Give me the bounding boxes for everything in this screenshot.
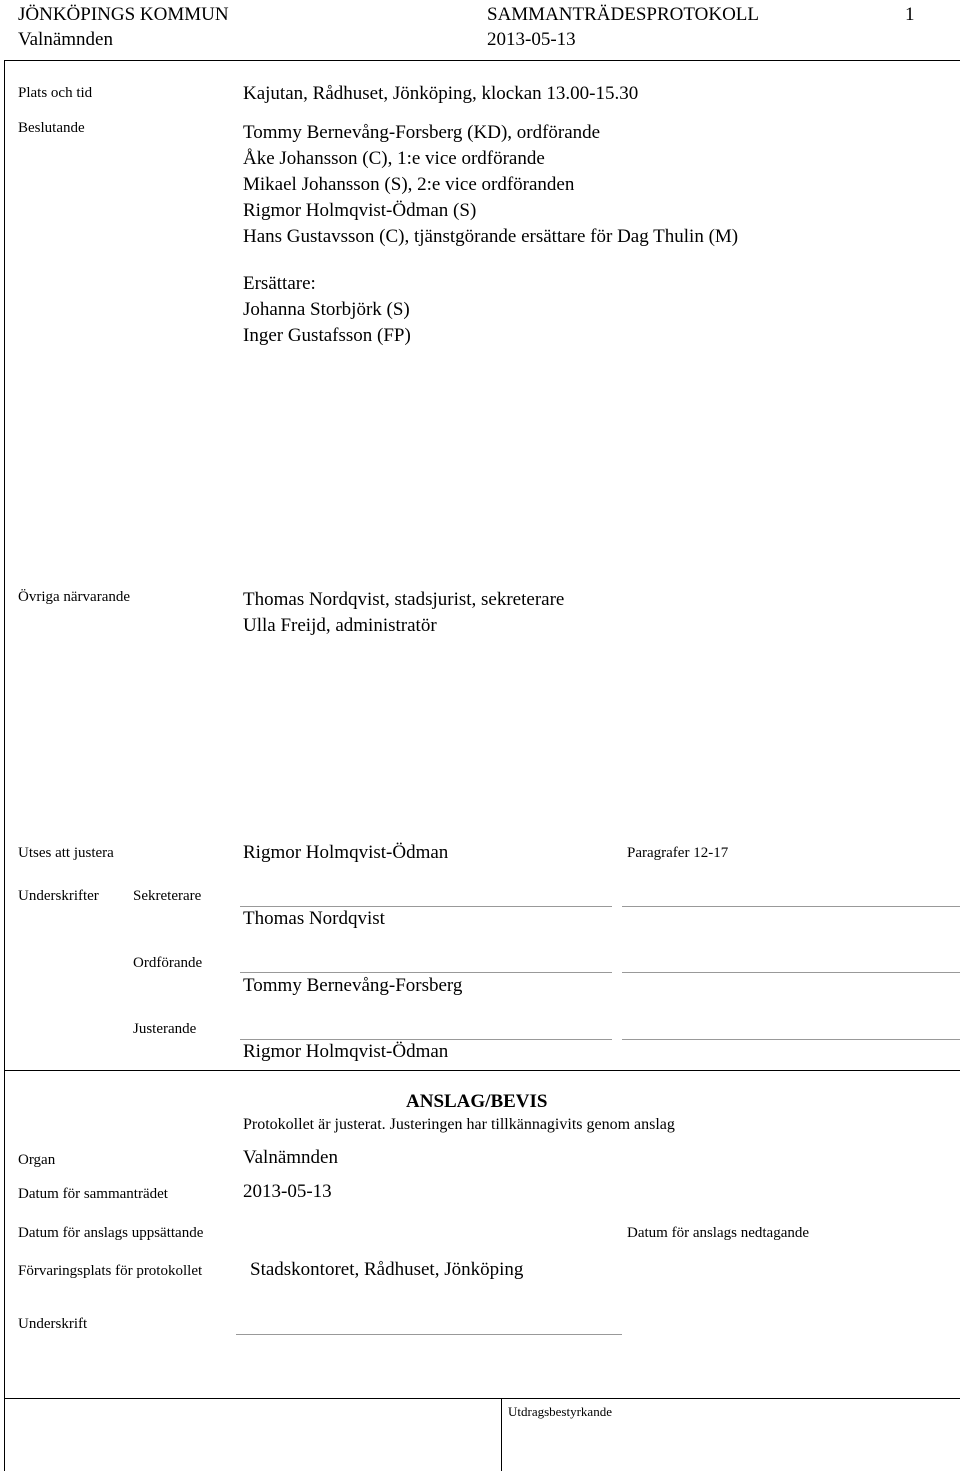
adjuster-name: Rigmor Holmqvist-Ödman xyxy=(243,1041,449,1062)
certification-separator xyxy=(4,1398,960,1399)
adjuster-label: Utses att justera xyxy=(18,845,114,861)
place-value: Kajutan, Rådhuset, Jönköping, klockan 13.00-15.30 xyxy=(243,83,639,104)
document-date: 2013-05-13 xyxy=(487,29,576,50)
secretary-role: Sekreterare xyxy=(133,888,202,904)
substitutes-heading: Ersättare: xyxy=(243,273,316,294)
notice-signature-line xyxy=(236,1334,622,1335)
deciding-member: Mikael Johansson (S), 2:e vice ordföranden xyxy=(243,174,575,195)
chair-signature-line-right xyxy=(622,972,960,973)
meeting-date-label: Datum för sammanträdet xyxy=(18,1186,168,1202)
chair-name: Tommy Bernevång-Forsberg xyxy=(243,975,463,996)
substitute: Johanna Storbjörk (S) xyxy=(243,299,410,320)
other-attendee: Thomas Nordqvist, stadsjurist, sekreterare xyxy=(243,589,565,610)
frame-left-line xyxy=(4,60,5,1471)
deciding-member: Rigmor Holmqvist-Ödman (S) xyxy=(243,200,477,221)
deciding-members-list xyxy=(243,120,738,250)
secretary-signature-line-right xyxy=(622,906,960,907)
organ-value: Valnämnden xyxy=(243,1147,338,1168)
paragraphs-range: Paragrafer 12-17 xyxy=(627,845,729,861)
others-label: Övriga närvarande xyxy=(18,589,131,605)
secretary-signature-line xyxy=(240,906,612,907)
deciding-member: Hans Gustavsson (C), tjänstgörande ersättare för Dag Thulin (M) xyxy=(243,226,739,247)
page-number: 1 xyxy=(905,4,915,25)
adjuster-value: Rigmor Holmqvist-Ödman xyxy=(243,842,449,863)
signatures-label: Underskrifter xyxy=(18,888,99,904)
frame-top-line xyxy=(4,60,960,61)
adjuster-signature-line-right xyxy=(622,1039,960,1040)
storage-label: Förvaringsplats för protokollet xyxy=(18,1263,203,1279)
chair-signature-line xyxy=(240,972,612,973)
other-attendee: Ulla Freijd, administratör xyxy=(243,615,437,636)
adjuster-role: Justerande xyxy=(133,1021,197,1037)
organ-label: Organ xyxy=(18,1152,56,1168)
certification-label: Utdragsbestyrkande xyxy=(508,1404,612,1419)
certification-divider xyxy=(501,1398,502,1471)
posting-date-label: Datum för anslags uppsättande xyxy=(18,1225,204,1241)
meeting-date-value: 2013-05-13 xyxy=(243,1181,332,1202)
notice-statement: Protokollet är justerat. Justeringen har tillkännagivits genom anslag xyxy=(243,1116,675,1133)
storage-value: Stadskontoret, Rådhuset, Jönköping xyxy=(250,1259,524,1280)
deciding-member: Tommy Bernevång-Forsberg (KD), ordförande xyxy=(243,122,601,143)
notice-title: ANSLAG/BEVIS xyxy=(406,1091,548,1112)
organization-name: JÖNKÖPINGS KOMMUN xyxy=(18,4,229,25)
place-label: Plats och tid xyxy=(18,85,93,101)
deciding-label: Beslutande xyxy=(18,120,85,136)
chair-role: Ordförande xyxy=(133,955,203,971)
document-type: SAMMANTRÄDESPROTOKOLL xyxy=(487,4,760,25)
signature-label: Underskrift xyxy=(18,1316,88,1332)
adjuster-signature-line xyxy=(240,1039,612,1040)
notice-separator xyxy=(4,1070,960,1071)
committee-name: Valnämnden xyxy=(18,29,113,50)
removal-date-label: Datum för anslags nedtagande xyxy=(627,1225,810,1241)
secretary-name: Thomas Nordqvist xyxy=(243,908,385,929)
substitute: Inger Gustafsson (FP) xyxy=(243,325,411,346)
others-list xyxy=(243,587,564,639)
substitutes-list xyxy=(243,271,411,349)
deciding-member: Åke Johansson (C), 1:e vice ordförande xyxy=(243,148,545,169)
